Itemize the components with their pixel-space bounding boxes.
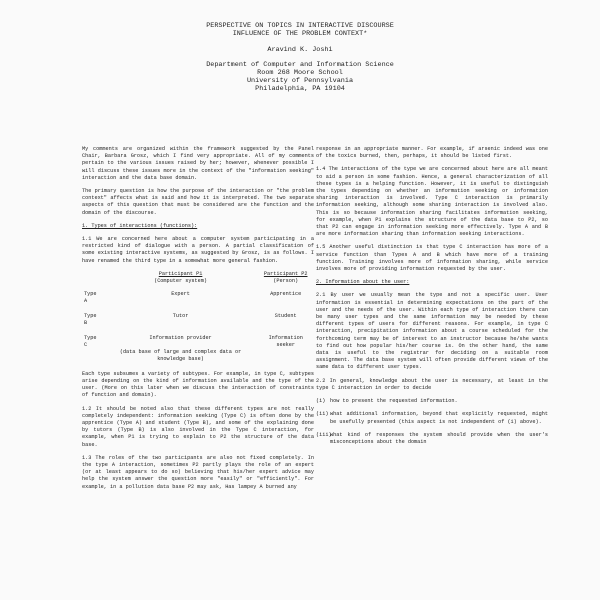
paragraph-1-1: 1.1 We are concerned here about a computer system participating in a restricted kind of dialogue with a person. A partial classification of some existing interactive systems, as suggested by Grosz, is as follows. I have renamed the third type in a somewhat more general fashion. <box>82 236 314 264</box>
list-item <box>316 411 548 425</box>
paragraph-1-4: 1.4 The interactions of the type we are concerned about here are all meant to aid a person in some fashion. Hence, a general characterization of all these types is a helping function. However, it is useful to distinguish the types depending on whether an information seeking or information sharing interaction is involved. Type C interaction is primarily information seeking, although some sharing interaction is involved also. This is so because information sharing facilitates information seeking, for example, when P1 explains the structure of the data base to P2, so that P2 can engage in information seeking more effectively. Type A and B are more information sharing than information seeking interactions. <box>316 166 548 238</box>
table-cell: Type C <box>84 334 97 348</box>
list-item-text: what kind of responses the system should provide when the user's misconceptions about the domain <box>330 431 548 445</box>
table-cell: Information seeker <box>268 334 303 348</box>
paragraph-1-3: 1.3 The roles of the two participants are also not fixed completely. In the type A interaction, sometimes P2 partly plays the role of an expert (or at least appears to do so) believing that his/her expert advice may help the system answer the question more "easily" or "efficiently". For example, in a pollution data base P2 may ask, Has lampey A burned any <box>82 454 314 490</box>
section-2-heading: 2. Information about the user: <box>316 279 410 286</box>
list-item-number: (ii) <box>316 411 329 418</box>
affiliation-line: Room 268 Moore School <box>257 68 343 77</box>
table-cell: Tutor <box>172 312 189 319</box>
list-item-text: what additional information, beyond that explicitly requested, might be usefully presented (this aspect is not independent of (i) above). <box>330 411 548 425</box>
author-name: Aravind K. Joshi <box>267 46 333 55</box>
right-column <box>316 146 548 452</box>
table-header-p1: Participant P1 <box>158 270 203 277</box>
table-subheader-p2: (Person) <box>273 277 299 284</box>
table-row <box>82 313 314 327</box>
table-cell: Type A <box>84 290 97 304</box>
list-item-number: (iii) <box>316 431 332 438</box>
table-cell: Information provider <box>149 334 212 341</box>
affiliation-line: Philadelphia, PA 19104 <box>255 85 345 94</box>
paper-header <box>0 22 600 93</box>
paragraph-each-type: Each type subsumes a variety of subtypes. For example, in type C, subtypes arise depending on the kind of information available and the type of the user. (More on this later when we discuss the interaction of constraints of function and domain). <box>82 370 314 399</box>
list-item <box>316 398 548 405</box>
section-1-heading: 1. Types of interactions (functions): <box>82 222 198 229</box>
affiliation-line: Department of Computer and Information Science <box>206 60 394 69</box>
paper-subtitle: INFLUENCE OF THE PROBLEM CONTEXT* <box>232 30 368 39</box>
table-subheader-p1: (Computer system) <box>154 277 207 284</box>
paragraph-1-2: 1.2 It should be noted also that these different types are not really completely independent: information seeking (Type C) is often done by the apprentice (Type A) and student (Type B), and some of the explaining done by tutors (Type B) is also involved in the Type C interaction, for example, when P1 is trying to explain to P2 the structure of the data base. <box>82 405 314 448</box>
paragraph-2-2: 2.2 In general, knowledge about the user is necessary, at least in the type C interaction in order to decide <box>316 377 548 391</box>
list-item <box>316 432 548 446</box>
table-cell: Expert <box>171 290 190 297</box>
table-cell: Apprentice <box>270 290 302 297</box>
table-cell: Student <box>274 312 297 319</box>
table-cell: Type B <box>84 312 97 326</box>
table-header-p2: Participant P2 <box>263 270 308 277</box>
continuation-paragraph: response in an appropriate manner. For example, if arsenic indeed was one of the toxics burned, then, perhaps, it should be listed first. <box>316 146 548 160</box>
table-row <box>82 335 314 349</box>
list-item-number: (i) <box>316 398 326 405</box>
list-item-text: how to present the requested information. <box>330 398 458 405</box>
intro-paragraph: My comments are organized within the framework suggested by the Panel Chair, Barbara Grosz, which I find very appropriate. All of my comments pertain to the various issues raised by her; however, whenever possible I will discuss these issues more in the context of the "information seeking" interaction and the data base domain. <box>82 146 314 181</box>
paragraph-2-1: 2.1 By user we usually mean the type and not a specific user. User information is essential in determining expectations on the part of the user and the needs of the user. Within each type of interaction there can be many user types and the same information may be needed by these different types of users for different reasons. For example, in type C interaction, precipitation information about a course scheduled for the forthcoming term may be of interest to an instructor because he/she wants to find out how popular his/her course is. On the other hand, the same data is useful to the registrar for deciding on a suitable room assignment. The data base system will often provide different views of the same data to different user types. <box>316 292 548 371</box>
table-row <box>82 291 314 305</box>
primary-question-paragraph: The primary question is how the purpose of the interaction or "the problem context" affects what is said and how it is interpreted. The two separate aspects of this question that must be considered are the function and the domain of the discourse. <box>82 188 314 216</box>
left-column <box>82 146 314 497</box>
interaction-types-table <box>82 271 314 363</box>
table-note: (data base of large and complex data or knowledge base) <box>119 348 242 362</box>
paragraph-1-5: 1.5 Another useful distinction is that type C interaction has more of a service function than Types A and B which have more of a training function. Training involves more of information sharing, while service involves more of providing information requested by the user. <box>316 244 548 273</box>
paper-title: PERSPECTIVE ON TOPICS IN INTERACTIVE DISCOURSE <box>206 22 394 30</box>
affiliation-line: University of Pennsylvania <box>246 77 354 86</box>
